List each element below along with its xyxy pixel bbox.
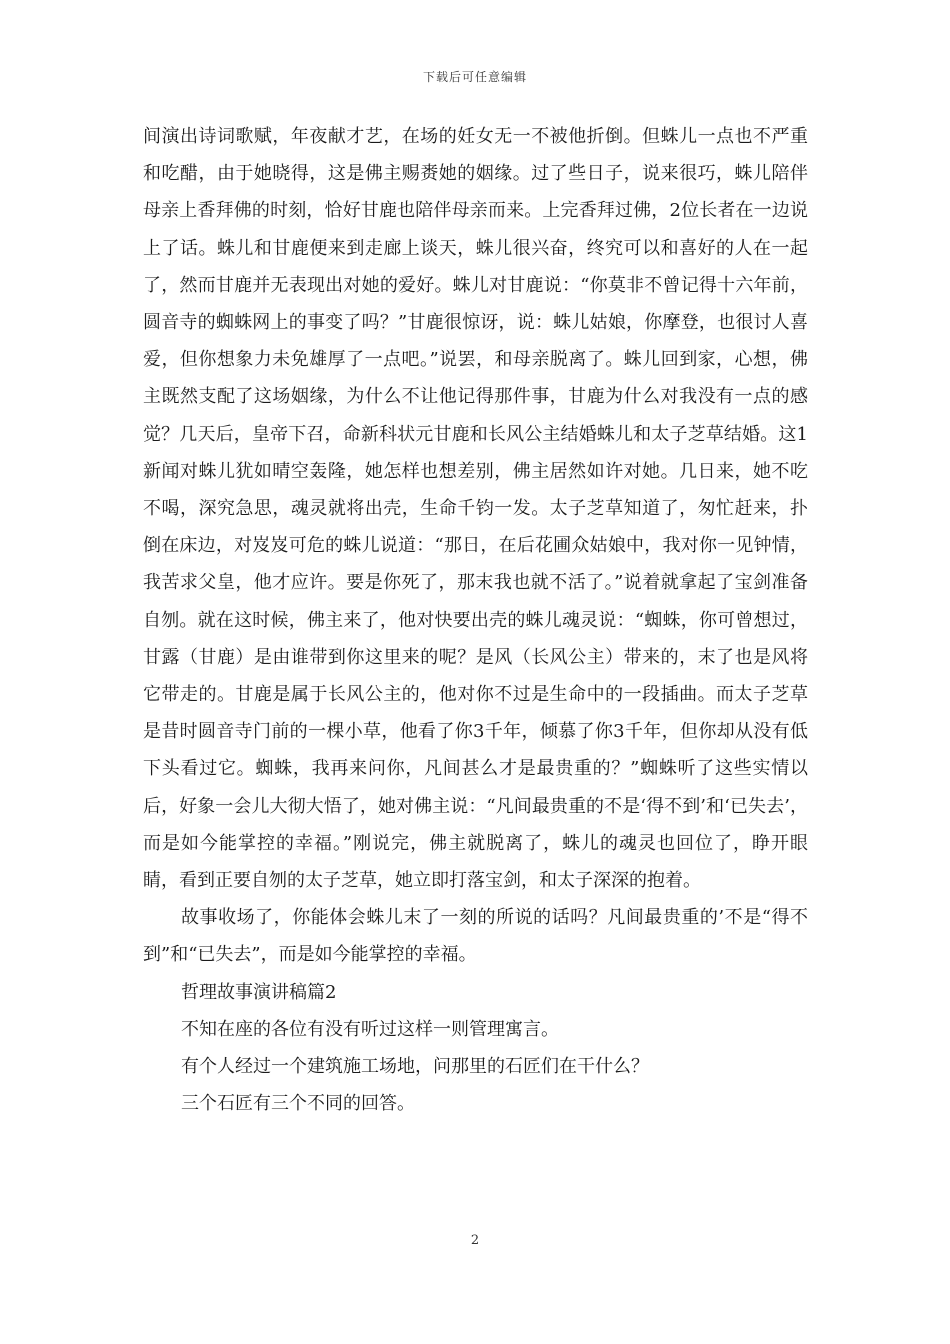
intro-paragraph: 不知在座的各位有没有听过这样一则管理寓言。 (181, 1018, 559, 1040)
story-paragraph: 间演出诗词歌赋，年夜献才艺，在场的妊女无一不被他折倒。但蛛儿一点也不严重和吃醋，由于她晓得，这是佛主赐赉她的姻缘。过了些日子，说来很巧，蛛儿陪伴母亲上香拜佛的时刻，恰好甘鹿也陪伴母亲而来。上完香拜过佛，2位长者在一边说上了话。蛛儿和甘鹿便来到走廊上谈天，蛛儿很兴奋，终究可以和喜好的人在一起了，然而甘鹿并无表现出对她的爱好。蛛儿对甘鹿说：“你莫非不曾记得十六年前，圆音寺的蜘蛛网上的事变了吗？”甘鹿很惊讶，说：蛛儿姑娘，你摩登，也很讨人喜爱，但你想象力未免雄厚了一点吧。”说罢，和母亲脱离了。蛛儿回到家，心想，佛主既然支配了这场姻缘，为什么不让他记得那件事，甘鹿为什么对我没有一点的感觉？几天后，皇帝下召，命新科状元甘鹿和长风公主结婚蛛儿和太子芝草结婚。这1新闻对蛛儿犹如晴空轰隆，她怎样也想差别，佛主居然如许对她。几日来，她不吃不喝，深究急思，魂灵就将出壳，生命千钧一发。太子芝草知道了，匆忙赶来，扑倒在床边，对岌岌可危的蛛儿说道：“那日，在后花圃众姑娘中，我对你一见钟情，我苦求父皇，他才应许。要是你死了，那末我也就不活了。”说着就拿起了宝剑准备自刎。就在这时候，佛主来了，他对快要出壳的蛛儿魂灵说：“蜘蛛，你可曾想过，甘露（甘鹿）是由谁带到你这里来的呢？是风（长风公主）带来的，末了也是风将它带走的。甘鹿是属于长风公主的，他对你不过是生命中的一段插曲。而太子芝草是昔时圆音寺门前的一棵小草，他看了你3千年，倾慕了你3千年，但你却从没有低下头看过它。蜘蛛，我再来问你，凡间甚么才是最贵重的？”蜘蛛听了这些实情以后，好象一会儿大彻大悟了，她对佛主说：“凡间最贵重的不是‘得不到’和‘已失去’，而是如今能掌控的幸福。”刚说完，佛主就脱离了，蛛儿的魂灵也回位了，睁开眼睛，看到正要自刎的太子芝草，她立即打落宝剑，和太子深深的抱着。 (143, 126, 808, 892)
page-header: 下载后可任意编辑 (422, 70, 527, 84)
question-paragraph: 有个人经过一个建筑施工场地，问那里的石匠们在干什么？ (181, 1056, 649, 1078)
conclusion-paragraph: 故事收场了，你能体会蛛儿末了一刻的所说的话吗？凡间最贵重的’不是“得不到”和“已失去”，而是如今能掌控的幸福。 (143, 907, 808, 966)
section-title: 哲理故事演讲稿篇2 (181, 981, 337, 1003)
document-body (143, 118, 808, 1122)
page-number: 2 (470, 1233, 480, 1248)
answer-paragraph: 三个石匠有三个不同的回答。 (181, 1093, 415, 1115)
